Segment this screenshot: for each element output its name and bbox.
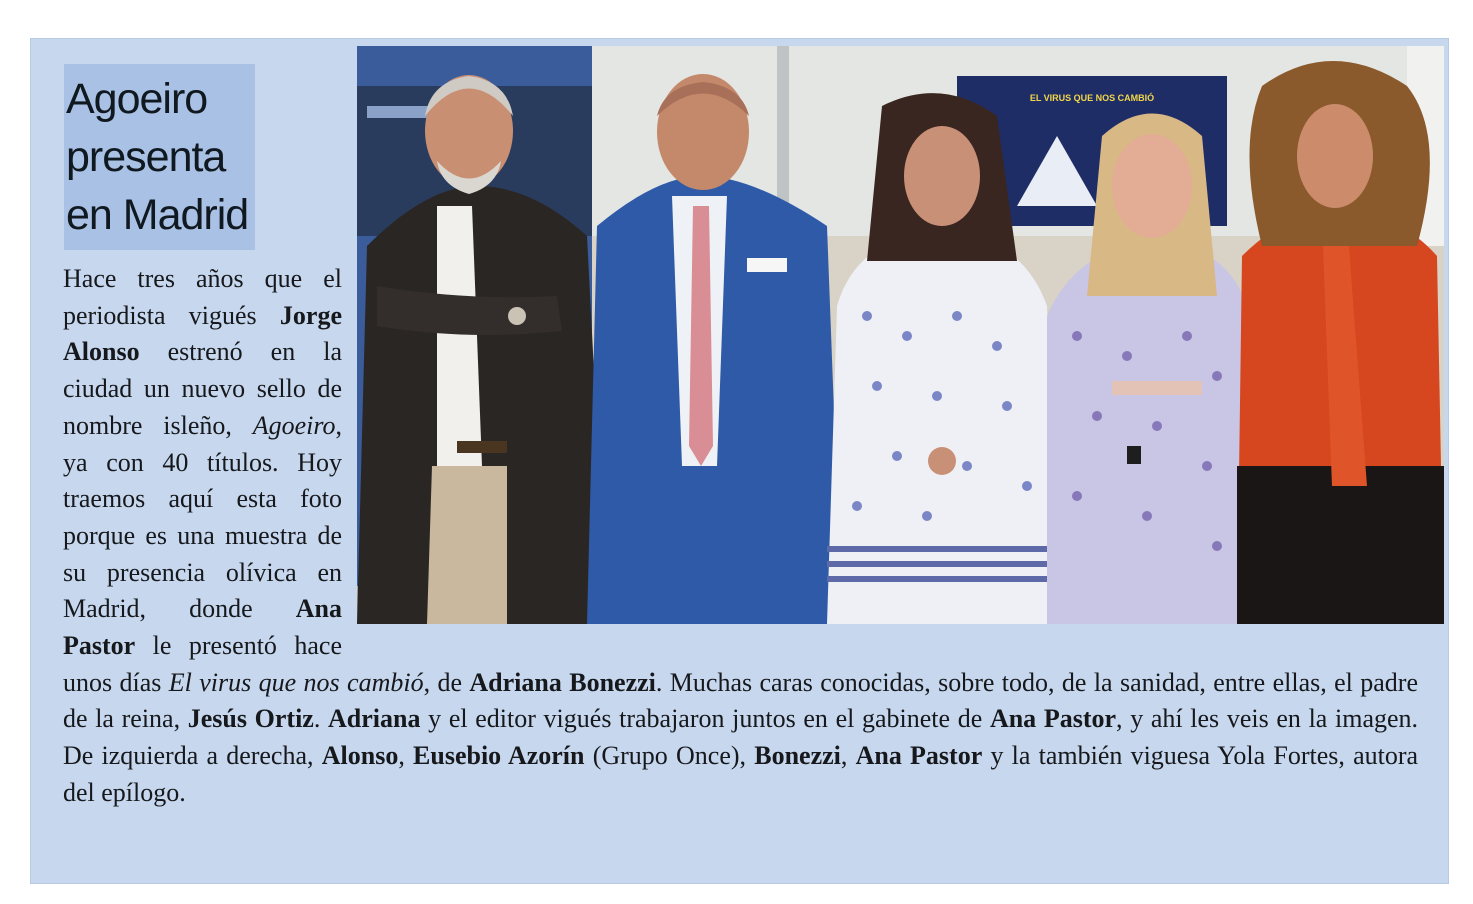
person-name-bonezzi: Bonezzi	[754, 741, 841, 771]
person-name-ana-pastor: Ana Pastor	[63, 594, 342, 661]
book-title: El virus que nos cambió	[168, 667, 424, 697]
body-text-6: . Muchas caras conocidas, sobre todo, de la sanidad, entre ellas, el padre de la reina,	[63, 667, 1419, 734]
person-name-ana-pastor-3: Ana Pastor	[855, 741, 983, 771]
body-text-4: le presentó hace unos días	[63, 631, 342, 697]
article-card	[30, 38, 1449, 884]
body-text-9: , y ahí les veis en la imagen. De izquierda a derecha,	[63, 704, 1419, 771]
person-name-adriana: Adriana	[328, 704, 421, 734]
person-name-jorge-alonso: Jorge Alonso	[63, 300, 342, 367]
person-name-ana-pastor-2: Ana Pastor	[989, 704, 1117, 734]
label-name-agoeiro: Agoeiro	[252, 410, 336, 440]
body-text-13: y la también viguesa Yola Fortes, autora del epílogo.	[63, 741, 1419, 807]
body-text-8: y el editor vigués trabajaron juntos en el gabinete de	[420, 704, 990, 734]
person-name-adriana-bonezzi: Adriana Bonezzi	[469, 667, 656, 697]
person-name-eusebio-azorin: Eusebio Azorín	[413, 741, 585, 771]
body-text-11: (Grupo Once),	[584, 741, 755, 771]
body-text-2: estrenó en la ciudad un nuevo sello de nombre isleño,	[63, 337, 342, 440]
photo-wrap-spacer	[342, 261, 1418, 629]
body-text-10: ,	[398, 741, 414, 771]
person-name-alonso: Alonso	[321, 741, 399, 771]
person-name-jesus-ortiz: Jesús Ortiz	[187, 704, 314, 734]
headline	[64, 64, 255, 250]
body-text-12: ,	[840, 741, 856, 771]
article-body	[63, 261, 1418, 812]
body-text-5: , de	[423, 667, 470, 697]
headline-line-1: Agoeiro	[66, 75, 208, 123]
screen-caption: EL VIRUS QUE NOS CAMBIÓ	[1029, 93, 1155, 103]
article-paragraph	[63, 261, 1418, 812]
headline-line-2: presenta	[66, 133, 226, 181]
body-text-1: Hace tres años que el periodista vigués	[63, 264, 342, 330]
body-text-7: .	[313, 704, 329, 734]
headline-line-3: en Madrid	[66, 191, 249, 239]
body-text-3: , ya con 40 títulos. Hoy traemos aquí esta foto porque es una muestra de su presencia olívica en Madrid, donde	[63, 410, 342, 624]
